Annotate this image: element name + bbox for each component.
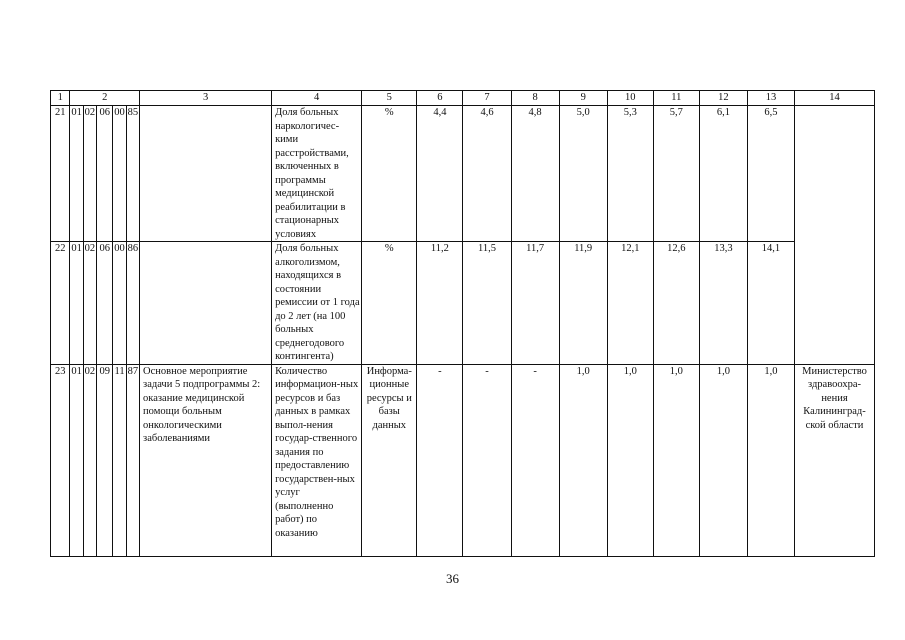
code-cell: 06 [97, 242, 113, 365]
value-cell: - [511, 364, 559, 556]
page-number: 36 [446, 571, 459, 586]
header-cell: 1 [51, 91, 70, 106]
indicator-cell: Количество информацион-ных ресурсов и баз данных в рамках выпол-нения государ-ственного задания по предоставлению государствен-ных услуг (выполненно работ) по оказанию [272, 364, 362, 556]
value-cell: 11,2 [417, 242, 463, 365]
indicator-cell: Доля больных наркологичес-кими расстройствами, включенных в программы медицинской реабилитации в стационарных условиях [272, 106, 362, 242]
row-number: 23 [51, 364, 70, 556]
unit-cell: % [362, 242, 417, 365]
executor-cell: Министерство здравоохра-нения Калининград-ской области [795, 364, 875, 556]
table-row [51, 242, 875, 365]
value-cell: 11,9 [559, 242, 607, 365]
code-cell: 01 [70, 364, 83, 556]
value-cell: 1,0 [699, 364, 747, 556]
value-cell: 4,8 [511, 106, 559, 242]
code-cell: 09 [97, 364, 113, 556]
code-cell: 02 [83, 364, 96, 556]
indicators-table [50, 90, 875, 557]
code-cell: 00 [113, 242, 126, 365]
header-cell: 12 [699, 91, 747, 106]
code-cell: 11 [113, 364, 126, 556]
value-cell: 6,5 [747, 106, 794, 242]
value-cell: 6,1 [699, 106, 747, 242]
header-cell: 7 [463, 91, 511, 106]
value-cell: 1,0 [607, 364, 653, 556]
header-cell: 6 [417, 91, 463, 106]
value-cell: 5,3 [607, 106, 653, 242]
indicator-cell: Доля больных алкоголизмом, находящихся в состоянии ремиссии от 1 года до 2 лет (на 100 больных среднегодового контингента) [272, 242, 362, 365]
value-cell: - [417, 364, 463, 556]
code-cell: 02 [83, 242, 96, 365]
value-cell: 12,1 [607, 242, 653, 365]
row-number: 21 [51, 106, 70, 242]
code-cell: 87 [126, 364, 139, 556]
value-cell: 12,6 [653, 242, 699, 365]
value-cell: 13,3 [699, 242, 747, 365]
executor-cell-empty [795, 106, 875, 365]
value-cell: 1,0 [747, 364, 794, 556]
header-cell: 14 [795, 91, 875, 106]
table-row [51, 364, 875, 556]
value-cell: 14,1 [747, 242, 794, 365]
header-row [51, 91, 875, 106]
value-cell: - [463, 364, 511, 556]
header-cell: 8 [511, 91, 559, 106]
table-row [51, 106, 875, 242]
header-cell: 10 [607, 91, 653, 106]
header-cell: 9 [559, 91, 607, 106]
row-number: 22 [51, 242, 70, 365]
unit-cell: % [362, 106, 417, 242]
header-cell: 13 [747, 91, 794, 106]
code-cell: 86 [126, 242, 139, 365]
value-cell: 5,0 [559, 106, 607, 242]
value-cell: 1,0 [653, 364, 699, 556]
code-cell: 85 [126, 106, 139, 242]
value-cell: 11,7 [511, 242, 559, 365]
value-cell: 1,0 [559, 364, 607, 556]
value-cell: 4,4 [417, 106, 463, 242]
code-cell: 02 [83, 106, 96, 242]
header-cell: 2 [70, 91, 140, 106]
event-cell [140, 242, 272, 365]
code-cell: 06 [97, 106, 113, 242]
header-cell: 4 [272, 91, 362, 106]
code-cell: 01 [70, 106, 83, 242]
header-cell: 3 [140, 91, 272, 106]
event-cell: Основное мероприятие задачи 5 подпрограммы 2: оказание медицинской помощи больным онкологическими заболеваниями [140, 364, 272, 556]
code-cell: 00 [113, 106, 126, 242]
header-cell: 11 [653, 91, 699, 106]
header-cell: 5 [362, 91, 417, 106]
unit-cell: Информа-ционные ресурсы и базы данных [362, 364, 417, 556]
value-cell: 11,5 [463, 242, 511, 365]
value-cell: 4,6 [463, 106, 511, 242]
event-cell [140, 106, 272, 242]
value-cell: 5,7 [653, 106, 699, 242]
code-cell: 01 [70, 242, 83, 365]
